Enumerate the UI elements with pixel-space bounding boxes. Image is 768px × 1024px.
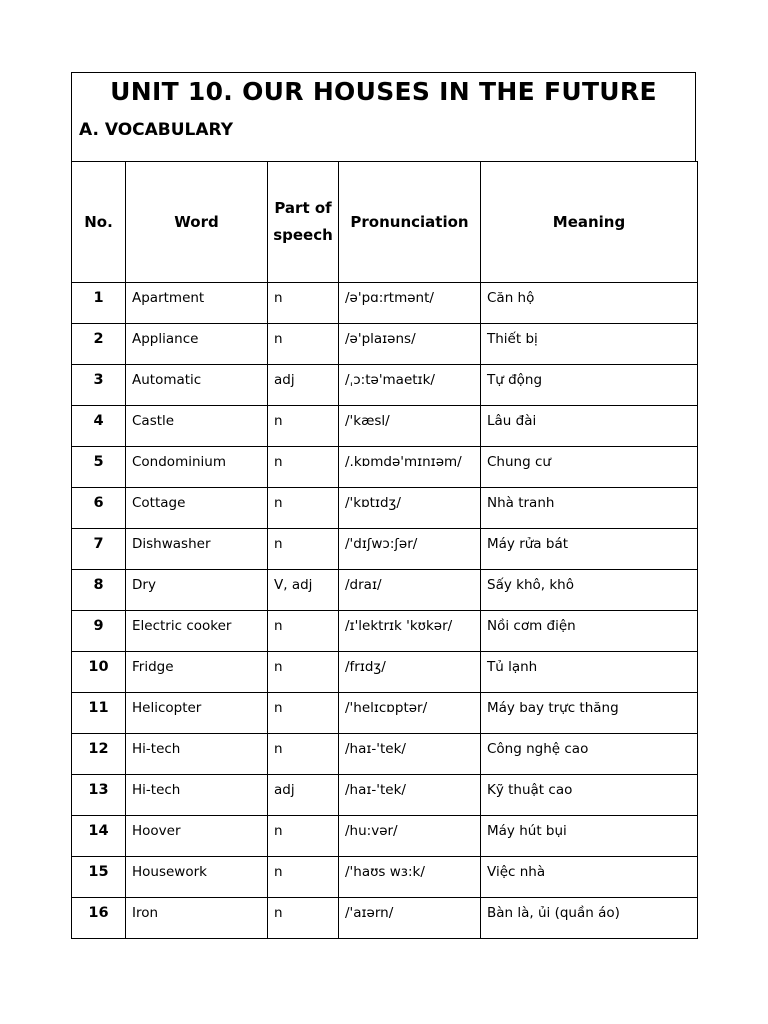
column-header-no: No. xyxy=(72,162,126,283)
table-header-row xyxy=(72,162,698,283)
row-pronunciation: /'kɒtɪdʒ/ xyxy=(339,488,481,529)
page-title: UNIT 10. OUR HOUSES IN THE FUTURE xyxy=(110,77,657,106)
row-part-of-speech: n xyxy=(268,898,339,939)
row-word: Iron xyxy=(126,898,268,939)
table-row xyxy=(72,652,698,693)
table-row xyxy=(72,406,698,447)
row-pronunciation: /hu:vər/ xyxy=(339,816,481,857)
row-word: Condominium xyxy=(126,447,268,488)
table-row xyxy=(72,611,698,652)
row-pronunciation: /haɪ-'tek/ xyxy=(339,734,481,775)
table-row xyxy=(72,283,698,324)
section-heading: A. VOCABULARY xyxy=(79,120,234,140)
row-word: Automatic xyxy=(126,365,268,406)
row-meaning: Kỹ thuật cao xyxy=(481,775,698,816)
row-pronunciation: /ˌɔ:tə'maetɪk/ xyxy=(339,365,481,406)
row-part-of-speech: n xyxy=(268,611,339,652)
table-row xyxy=(72,488,698,529)
row-number: 13 xyxy=(72,775,126,816)
row-part-of-speech: n xyxy=(268,816,339,857)
column-header-word: Word xyxy=(126,162,268,283)
row-number: 9 xyxy=(72,611,126,652)
row-number: 7 xyxy=(72,529,126,570)
row-pronunciation: /frɪdʒ/ xyxy=(339,652,481,693)
row-word: Apartment xyxy=(126,283,268,324)
column-header-part-of-speech: Part of speech xyxy=(268,162,339,283)
row-word: Fridge xyxy=(126,652,268,693)
row-word: Cottage xyxy=(126,488,268,529)
row-part-of-speech: n xyxy=(268,447,339,488)
row-meaning: Lâu đài xyxy=(481,406,698,447)
row-pronunciation: /haɪ-'tek/ xyxy=(339,775,481,816)
row-part-of-speech: n xyxy=(268,324,339,365)
row-meaning: Nồi cơm điện xyxy=(481,611,698,652)
row-word: Hoover xyxy=(126,816,268,857)
row-word: Dry xyxy=(126,570,268,611)
table-body xyxy=(72,283,698,939)
row-meaning: Căn hộ xyxy=(481,283,698,324)
column-header-meaning: Meaning xyxy=(481,162,698,283)
row-number: 5 xyxy=(72,447,126,488)
row-meaning: Nhà tranh xyxy=(481,488,698,529)
row-pronunciation: /'aɪərn/ xyxy=(339,898,481,939)
table-row xyxy=(72,734,698,775)
row-pronunciation: /'haʊs wɜ:k/ xyxy=(339,857,481,898)
row-number: 8 xyxy=(72,570,126,611)
row-meaning: Thiết bị xyxy=(481,324,698,365)
row-meaning: Tự động xyxy=(481,365,698,406)
table-row xyxy=(72,898,698,939)
row-word: Appliance xyxy=(126,324,268,365)
row-part-of-speech: adj xyxy=(268,365,339,406)
table-row xyxy=(72,529,698,570)
row-word: Hi-tech xyxy=(126,775,268,816)
row-number: 15 xyxy=(72,857,126,898)
row-word: Castle xyxy=(126,406,268,447)
row-number: 14 xyxy=(72,816,126,857)
row-meaning: Công nghệ cao xyxy=(481,734,698,775)
row-meaning: Tủ lạnh xyxy=(481,652,698,693)
table-row xyxy=(72,816,698,857)
table-row xyxy=(72,570,698,611)
row-meaning: Bàn là, ủi (quần áo) xyxy=(481,898,698,939)
row-word: Hi-tech xyxy=(126,734,268,775)
row-number: 2 xyxy=(72,324,126,365)
row-meaning: Máy rửa bát xyxy=(481,529,698,570)
table-row xyxy=(72,693,698,734)
row-meaning: Việc nhà xyxy=(481,857,698,898)
row-part-of-speech: adj xyxy=(268,775,339,816)
row-word: Dishwasher xyxy=(126,529,268,570)
table-row xyxy=(72,324,698,365)
table-row xyxy=(72,857,698,898)
row-word: Helicopter xyxy=(126,693,268,734)
row-pronunciation: /'dɪʃwɔ:ʃər/ xyxy=(339,529,481,570)
row-part-of-speech: n xyxy=(268,406,339,447)
title-box xyxy=(71,72,696,161)
row-meaning: Sấy khô, khô xyxy=(481,570,698,611)
row-number: 3 xyxy=(72,365,126,406)
row-part-of-speech: n xyxy=(268,652,339,693)
row-word: Electric cooker xyxy=(126,611,268,652)
row-pronunciation: /.kɒmdə'mɪnɪəm/ xyxy=(339,447,481,488)
row-meaning: Máy hút bụi xyxy=(481,816,698,857)
row-meaning: Máy bay trực thăng xyxy=(481,693,698,734)
row-part-of-speech: n xyxy=(268,857,339,898)
row-pronunciation: /draɪ/ xyxy=(339,570,481,611)
row-pronunciation: /ə'plaɪəns/ xyxy=(339,324,481,365)
vocabulary-table xyxy=(71,161,698,939)
row-number: 4 xyxy=(72,406,126,447)
row-pronunciation: /'helɪcɒptər/ xyxy=(339,693,481,734)
column-header-pronunciation: Pronunciation xyxy=(339,162,481,283)
row-word: Housework xyxy=(126,857,268,898)
table-row xyxy=(72,775,698,816)
row-part-of-speech: n xyxy=(268,488,339,529)
row-part-of-speech: n xyxy=(268,529,339,570)
row-number: 6 xyxy=(72,488,126,529)
row-pronunciation: /ə'pɑ:rtmənt/ xyxy=(339,283,481,324)
row-number: 12 xyxy=(72,734,126,775)
table-row xyxy=(72,447,698,488)
row-number: 10 xyxy=(72,652,126,693)
row-meaning: Chung cư xyxy=(481,447,698,488)
row-pronunciation: /ɪ'lektrɪk 'kʊkər/ xyxy=(339,611,481,652)
table-row xyxy=(72,365,698,406)
row-number: 1 xyxy=(72,283,126,324)
row-part-of-speech: n xyxy=(268,734,339,775)
row-part-of-speech: n xyxy=(268,693,339,734)
row-part-of-speech: V, adj xyxy=(268,570,339,611)
row-number: 11 xyxy=(72,693,126,734)
row-number: 16 xyxy=(72,898,126,939)
row-pronunciation: /'kæsl/ xyxy=(339,406,481,447)
row-part-of-speech: n xyxy=(268,283,339,324)
